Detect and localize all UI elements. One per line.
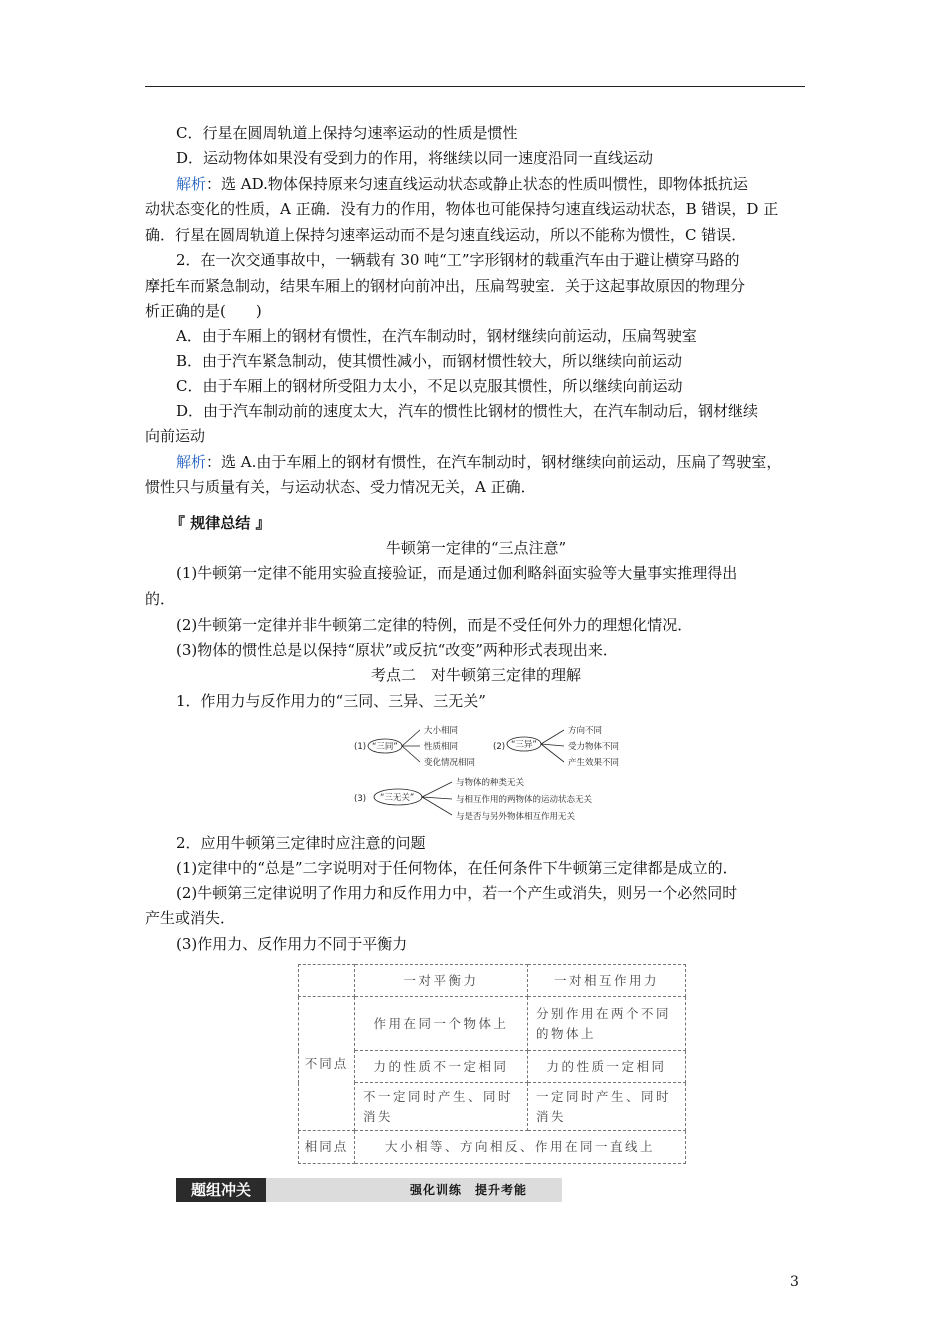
q2-option-d-line-1: D．由于汽车制动前的速度太大，汽车的惯性比钢材的惯性大，在汽车制动后，钢材继续 xyxy=(176,402,759,420)
summary-point-3: (3)物体的惯性总是以保持“原状”或反抗“改变”两种形式表现出来． xyxy=(176,641,618,659)
analysis-2-line-1: 解析：选 A.由于车厢上的钢材有惯性，在汽车制动时，钢材继续向前运动，压扁了驾驶室， xyxy=(176,453,782,471)
analysis-label: 解析 xyxy=(176,175,207,193)
group-three-unrelated xyxy=(354,777,593,822)
item-2-heading: 2．应用牛顿第三定律时应注意的问题 xyxy=(176,834,426,852)
option-c: C．行星在圆周轨道上保持匀速率运动的性质是惯性 xyxy=(176,124,518,142)
item-2-point-3: (3)作用力、反作用力不同于平衡力 xyxy=(176,935,408,953)
g3-item-2: 与相互作用的两物体的运动状态无关 xyxy=(456,795,593,805)
item-2-point-2-line-2: 产生或消失． xyxy=(145,909,236,927)
question-2-line-2: 摩托车而紧急制动，结果车厢上的钢材向前冲出，压扁驾驶室．关于这起事故原因的物理分 xyxy=(145,277,746,295)
item-2-point-2-line-1: (2)牛顿第三定律说明了作用力和反作用力中，若一个产生或消失，则另一个必然同时 xyxy=(176,884,738,902)
option-d: D．运动物体如果没有受到力的作用，将继续以同一速度沿同一直线运动 xyxy=(176,149,654,167)
g2-number: (2) xyxy=(493,742,506,752)
analysis-1-line-1: 解析：选 AD.物体保持原来匀速直线运动状态或静止状态的性质叫惯性，即物体抵抗运 xyxy=(176,175,748,193)
question-2-line-3: 析正确的是( ) xyxy=(145,302,262,320)
q2-option-a: A．由于车厢上的钢材有惯性，在汽车制动时，钢材继续向前运动，压扁驾驶室 xyxy=(176,327,697,345)
q2-option-d-line-2: 向前运动 xyxy=(145,427,206,445)
g3-item-3: 与是否与另外物体相互作用无关 xyxy=(456,812,576,822)
balance-nature-cell: 力的性质不一定相同 xyxy=(355,1051,528,1083)
interaction-nature-cell: 力的性质一定相同 xyxy=(528,1051,686,1083)
table-row xyxy=(299,997,686,1051)
table-row xyxy=(299,1083,686,1131)
g2-item-3: 产生效果不同 xyxy=(568,758,620,768)
q2-option-b: B．由于汽车紧急制动，使其惯性减小，而钢材惯性较大，所以继续向前运动 xyxy=(176,352,683,370)
similarity-label: 相同点 xyxy=(299,1131,355,1164)
analysis-2-line-2: 惯性只与质量有关，与运动状态、受力情况无关，A 正确． xyxy=(145,478,536,496)
difference-label: 不同点 xyxy=(299,997,355,1131)
practice-banner-tag: 题组冲关 xyxy=(176,1178,266,1202)
g2-label: “三异” xyxy=(511,740,537,750)
summary-title: 牛顿第一定律的“三点注意” xyxy=(385,539,567,557)
group-three-same xyxy=(354,725,475,768)
g1-item-3: 变化情况相同 xyxy=(424,758,476,768)
summary-point-2: (2)牛顿第一定律并非牛顿第二定律的特例，而是不受任何外力的理想化情况． xyxy=(176,616,693,634)
question-2-line-1: 2．在一次交通事故中，一辆载有 30 吨“工”字形钢材的载重汽车由于避让横穿马路的 xyxy=(176,251,740,269)
force-comparison-table xyxy=(298,964,685,1163)
g1-item-2: 性质相同 xyxy=(424,742,459,752)
analysis-1-line-2: 动状态变化的性质，A 正确．没有力的作用，物体也可能保持匀速直线运动状态，B 错误，D 正 xyxy=(145,200,779,218)
table-row xyxy=(299,1131,686,1164)
g1-label: “三同” xyxy=(372,742,398,752)
g1-number: (1) xyxy=(354,742,367,752)
balance-timing-cell: 不一定同时产生、同时消失 xyxy=(355,1083,528,1131)
table-row xyxy=(299,1051,686,1083)
interaction-timing-cell: 一定同时产生、同时消失 xyxy=(528,1083,686,1131)
practice-banner-subtitle: 强化训练 提升考能 xyxy=(410,1183,528,1197)
g1-arrows xyxy=(402,730,420,762)
q2-option-c: C．由于车厢上的钢材所受阻力太小，不足以克服其惯性，所以继续向前运动 xyxy=(176,377,683,395)
g3-arrows xyxy=(422,782,452,815)
g3-item-1: 与物体的种类无关 xyxy=(456,778,525,788)
g2-item-1: 方向不同 xyxy=(568,726,603,736)
item-1-heading: 1．作用力与反作用力的“三同、三异、三无关” xyxy=(176,692,486,710)
g3-label: “三无关” xyxy=(380,793,415,803)
header-rule xyxy=(145,86,805,87)
analysis-1-line-3: 确．行星在圆周轨道上保持匀速率运动而不是匀速直线运动，所以不能称为惯性，C 错误． xyxy=(145,226,747,244)
g1-item-1: 大小相同 xyxy=(424,726,459,736)
interaction-object-cell: 分别作用在两个不同的物体上 xyxy=(528,997,686,1051)
header-balance-force: 一对平衡力 xyxy=(355,965,528,997)
summary-point-1-line-2: 的． xyxy=(145,590,176,608)
g2-item-2: 受力物体不同 xyxy=(568,742,620,752)
summary-point-1-line-1: (1)牛顿第一定律不能用实验直接验证，而是通过伽利略斜面实验等大量事实推理得出 xyxy=(176,564,738,582)
group-three-diff xyxy=(493,725,619,768)
summary-heading: 『 规律总结 』 xyxy=(170,514,271,532)
g2-arrows xyxy=(541,730,564,762)
header-interaction-force: 一对相互作用力 xyxy=(528,965,686,997)
three-same-diagram xyxy=(350,720,640,828)
page-number: 3 xyxy=(790,1274,799,1290)
balance-object-cell: 作用在同一个物体上 xyxy=(355,997,528,1051)
analysis-label: 解析 xyxy=(176,453,207,471)
g3-number: (3) xyxy=(354,794,367,804)
section-title: 考点二 对牛顿第三定律的理解 xyxy=(370,666,581,684)
table-corner-cell xyxy=(299,965,355,997)
table-header-row xyxy=(299,965,686,997)
similarity-cell: 大小相等、方向相反、作用在同一直线上 xyxy=(355,1131,686,1164)
item-2-point-1: (1)定律中的“总是”二字说明对于任何物体，在任何条件下牛顿第三定律都是成立的． xyxy=(176,859,738,877)
